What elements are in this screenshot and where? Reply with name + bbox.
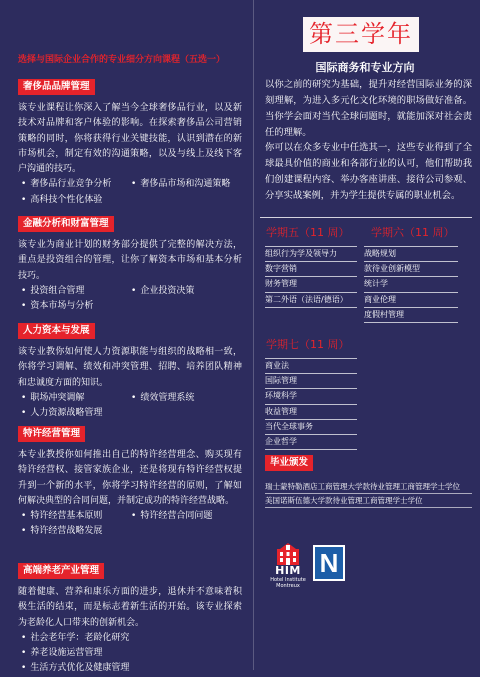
bullet-item: • 奢侈品行业竞争分析 bbox=[21, 177, 127, 192]
specializations-heading: 选择与国际企业合作的专业细分方向课程（五选一） bbox=[18, 55, 226, 65]
him-building-icon bbox=[276, 543, 300, 565]
course-item: 收益管理 bbox=[265, 405, 357, 420]
course-item: 财务管理 bbox=[265, 277, 357, 292]
bullet-item: • 生活方式优化及健康管理 bbox=[21, 661, 129, 676]
intro-paragraph: 以你之前的研究为基础，提升对经营国际业务的深刻理解，为进入多元化文化环境的职场做好准备。当你学会面对当代全球问题时，就能加深对社会责任的理解。 bbox=[265, 79, 472, 138]
course-item: 商业法 bbox=[265, 359, 357, 374]
section-description: 该专业教你如何使人力资源职能与组织的战略相一致，你将学习调解、绩效和冲突管理、招聘、培养团队精神和忠诚度方面的知识。 bbox=[18, 347, 242, 388]
bullet-item: • 特许经营合同问题 bbox=[131, 509, 237, 524]
section-description: 随着健康、营养和康乐方面的进步，退休并不意味着积极生活的结束，而是标志着新生活的开始。该专业探索为老龄化人口带来的创新机会。 bbox=[18, 587, 242, 628]
course-item: 款待业创新模型 bbox=[364, 262, 458, 277]
degree-item: 瑞士蒙特勒酒店工商管理大学款待业管理工商管理学士学位 bbox=[265, 480, 472, 494]
bullet-list bbox=[18, 509, 242, 540]
program-subtitle: 国际商务和专业方向 bbox=[315, 61, 415, 74]
course-item: 国际管理 bbox=[265, 374, 357, 389]
degree-list bbox=[265, 480, 472, 508]
course-item: 第二外语（法语/德语） bbox=[265, 293, 357, 308]
bullet-item: • 职场冲突调解 bbox=[21, 391, 127, 406]
bullet-item: • 企业投资决策 bbox=[131, 284, 237, 299]
course-item: 数字营销 bbox=[265, 262, 357, 277]
bullet-item: • 资本市场与分析 bbox=[21, 299, 127, 314]
bullet-item: • 养老设施运营管理 bbox=[21, 646, 127, 661]
section-label: 特许经营管理 bbox=[18, 426, 85, 442]
course-item: 商业伦理 bbox=[364, 293, 458, 308]
degree-item: 美国诺斯伍德大学款待业管理工商管理学士学位 bbox=[265, 494, 472, 508]
specialization-franchise-management bbox=[18, 421, 242, 540]
course-item: 度假村管理 bbox=[364, 308, 458, 323]
bullet-item: • 投资组合管理 bbox=[21, 284, 127, 299]
section-description: 该专业为商业计划的财务部分提供了完整的解决方法，重点是投资组合的管理，让你了解资本市场和基本分析技巧。 bbox=[18, 240, 242, 281]
course-item: 统计学 bbox=[364, 277, 458, 292]
year-title: 第三学年 bbox=[303, 17, 419, 52]
intro-paragraph: 你可以在众多专业中任选其一，这些专业得到了全球最具价值的商业和各部行业的认可，他们帮助我们创建课程内容、举办客座讲座、接待公司参观、分享实战案例，并为学生提供专属的职业机会。 bbox=[265, 142, 472, 201]
section-description: 该专业课程让你深入了解当今全球奢侈品行业，以及新技术对品牌和客户体验的影响。在探索奢侈品公司营销策略的同时，你将获得行业关键技能，认识到潜在的新市场机会，制定有效的沟通策略，以及与线上及线下客户沟通的技巧。 bbox=[18, 103, 242, 175]
section-description: 本专业教授你如何推出自己的特许经营理念、购买现有特许经营权、接管家族企业，还是将现有特许经营权提升到一个新的水平，你将学习特许经营的原则，了解如何解决典型的合同问题，并制定成功的特许经营战略。 bbox=[18, 450, 242, 506]
bullet-list bbox=[18, 391, 242, 422]
intro-text bbox=[265, 77, 472, 204]
graduation-label: 毕业颁发 bbox=[265, 455, 313, 471]
northwood-logo: N bbox=[313, 545, 345, 581]
bullet-item: • 人力资源战略管理 bbox=[21, 406, 127, 421]
him-logo-line1: Hotel Institute bbox=[270, 577, 306, 583]
course-item: 环境科学 bbox=[265, 389, 357, 404]
section-label: 奢侈品品牌管理 bbox=[18, 79, 95, 95]
semester-6-course-list bbox=[364, 246, 458, 323]
him-logo-line2: Montreux bbox=[276, 583, 300, 589]
section-label: 金融分析和财富管理 bbox=[18, 216, 114, 232]
specialization-senior-living-management bbox=[18, 558, 242, 677]
bullet-list bbox=[18, 177, 242, 208]
course-item: 战略规划 bbox=[364, 247, 458, 262]
section-label: 人力资本与发展 bbox=[18, 323, 95, 339]
section-label: 高端养老产业管理 bbox=[18, 563, 104, 579]
course-item: 当代全球事务 bbox=[265, 420, 357, 435]
semester-7-course-list bbox=[265, 358, 357, 450]
section-divider bbox=[260, 217, 472, 218]
specialization-human-capital bbox=[18, 318, 242, 421]
semester-7-title: 学期七（11 周） bbox=[266, 338, 350, 351]
semester-5-title: 学期五（11 周） bbox=[266, 226, 350, 239]
specialization-luxury-brand-management bbox=[18, 74, 242, 208]
page-fold-divider bbox=[253, 0, 254, 670]
course-item: 组织行为学及领导力 bbox=[265, 247, 357, 262]
bullet-item: • 高科技个性化体验 bbox=[21, 193, 127, 208]
him-logo-mark: HIM bbox=[275, 564, 301, 577]
semester-6-title: 学期六（11 周） bbox=[371, 226, 455, 239]
bullet-item: • 特许经营战略发展 bbox=[21, 524, 127, 539]
bullet-item: • 绩效管理系统 bbox=[131, 391, 237, 406]
him-logo bbox=[268, 543, 308, 589]
bullet-list bbox=[18, 284, 242, 315]
course-item: 企业哲学 bbox=[265, 435, 357, 450]
specialization-finance-wealth-management bbox=[18, 211, 242, 314]
bullet-item: • 奢侈品市场和沟通策略 bbox=[131, 177, 237, 192]
semester-5-course-list bbox=[265, 246, 357, 308]
bullet-item: • 社会老年学：老龄化研究 bbox=[21, 631, 129, 646]
bullet-item: • 特许经营基本原则 bbox=[21, 509, 127, 524]
